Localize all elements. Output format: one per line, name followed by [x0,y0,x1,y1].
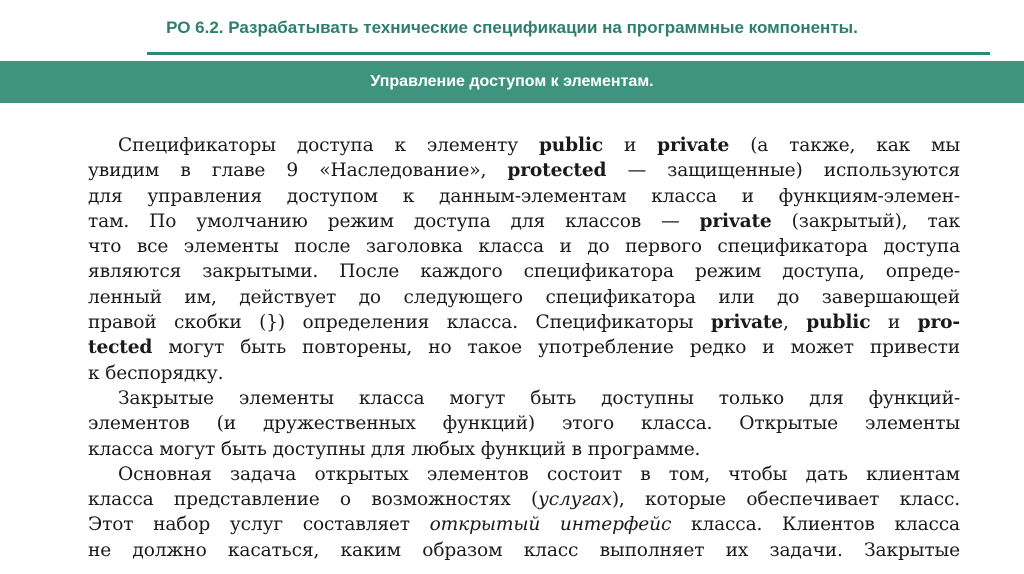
text-line: являются закрытыми. После каждого спецификатора режим доступа, опреде- [88,261,960,283]
text-line: класса представление о возможностях (услугах), которые обеспечивает класс. [88,489,960,511]
scanned-text-block [88,133,960,563]
text-line: к беспорядку. [88,362,224,384]
text-line: Спецификаторы доступа к элементу public и private (а также, как мы [118,135,961,156]
text-line: не должно касаться, каким образом класс выполняет их задачи. Закрытые [88,539,960,561]
text-line: правой скобки (}) определения класса. Спецификаторы private, public и pro- [88,312,960,334]
section-band-title: Управление доступом к элементам. [370,73,654,90]
text-line: ленный им, действует до следующего спецификатора или до завершающей [88,286,960,308]
text-line: там. По умолчанию режим доступа для классов — private (закрытый), так [88,210,960,232]
text-line: элементов (и дружественных функций) этого класса. Открытые элементы [88,413,960,435]
text-line: для управления доступом к данным-элементам класса и функциям-элемен- [88,185,960,207]
text-line: Закрытые элементы класса могут быть доступны только для функций- [118,387,960,409]
title-underline [147,52,990,55]
text-line: класса могут быть доступны для любых функций в программе. [88,438,701,460]
text-line: Основная задача открытых элементов состоит в том, чтобы дать клиентам [118,463,960,485]
slide-title: РО 6.2. Разрабатывать технические спецификации на программные компоненты. [166,18,858,37]
section-band [0,61,1024,103]
text-line: что все элементы после заголовка класса и до первого спецификатора доступа [88,236,960,258]
text-line: увидим в главе 9 «Наследование», protected — защищенные) используются [88,160,961,182]
text-line: Этот набор услуг составляет открытый интерфейс класса. Клиентов класса [88,514,960,536]
text-line: tected могут быть повторены, но такое употребление редко и может привести [88,337,960,359]
